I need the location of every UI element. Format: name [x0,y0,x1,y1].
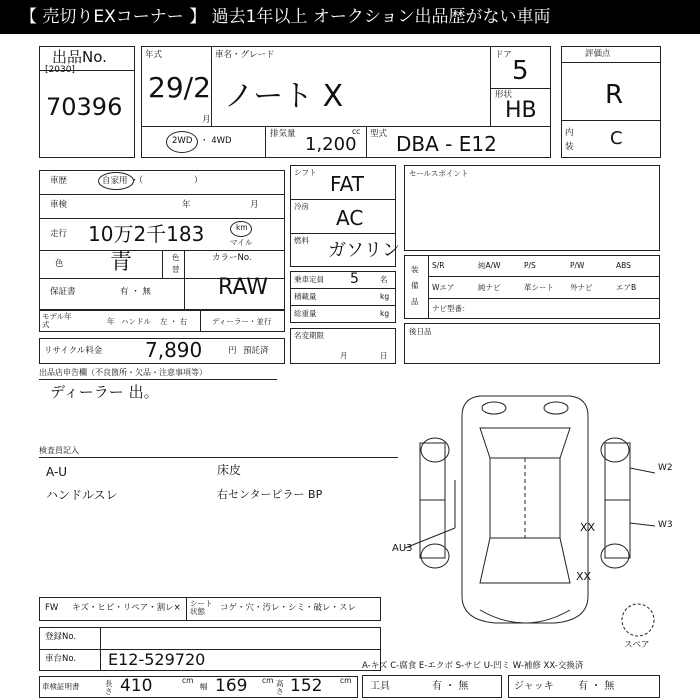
recycle-deposit: 預託済 [243,346,269,356]
report-label: 出品店申告欄（不良箇所・欠品・注意事項等） [39,368,207,377]
equipment-item-r2-1: 純ナビ [478,283,501,292]
color-value: 青 [110,250,133,275]
dealer-label: ディーラー・並行 [212,317,272,326]
interior-value: C [610,128,623,149]
recycle-value: 7,890 [145,338,203,362]
drive-circle [166,131,198,153]
door-value: 5 [512,56,529,86]
mile-unit: マイル [230,238,253,247]
history-label: 車歴 [50,176,68,186]
equipment-item-r2-2: 革シート [524,283,554,292]
equipment-item-r1-3: P/W [570,261,585,270]
shape-label: 形状 [495,90,513,100]
warranty-label: 保証書 [50,287,76,297]
lot-badge: [2030] [45,65,75,75]
year-label: 年式 [145,50,163,60]
km-unit: km [236,223,248,232]
sheet-label: シート状態 [190,599,213,616]
len-label: 長さ [105,679,113,696]
capacity-value: 5 [350,271,359,287]
warranty-value: 有 ・ 無 [120,287,151,297]
disp-value: 1,200 [305,134,357,155]
mileage-label: 走行 [50,229,68,239]
color-change: 色替 [172,253,180,274]
fw-label: FW [45,603,59,613]
width-cm: cm [262,676,274,685]
disp-label: 排気量 [270,129,296,139]
jack-label: ジャッキ [514,681,554,692]
handle-value: 左 ・ 右 [160,317,188,326]
lot-label: 出品No. [52,48,107,66]
diagram-mark-1: W2 [658,463,673,473]
color-label: 色 [55,259,64,269]
equipment-item-r2-0: Wエア [432,283,455,292]
fuel-label: 燃料 [294,236,309,245]
load-unit: kg [380,292,390,301]
damage-legend: A-キズ C-腐食 E-エクボ S-サビ U-凹ミ W-補修 XX-交換済 [362,661,584,671]
reg-label: 登録No. [45,632,77,642]
equipment-item-r1-1: 純A/W [478,261,501,270]
equipment-label: 装備品 [411,265,419,306]
model-year-label: モデル年式 [42,312,72,329]
width-label: 幅 [200,682,208,691]
inspection-year: 年 [182,200,191,210]
km-circle [230,221,252,237]
fw-items: キズ・ヒビ・リペア・割レ× [72,603,181,613]
recycle-label: リサイクル料金 [44,346,103,356]
report-value: ディーラー 出。 [50,383,159,401]
height-cm: cm [340,676,352,685]
width-value: 169 [215,676,248,696]
jack-value: 有 ・ 無 [578,681,615,692]
height-label: 高さ [276,679,284,696]
renamed-label: 名変期限 [294,331,324,340]
sales-label: セールスポイント [409,169,469,178]
fuel-value: ガソリン [328,240,400,261]
lot-number: 70396 [46,93,123,121]
inspector-left1: A-U [46,465,68,479]
header-banner: 【 売切りEXコーナー 】 過去1年以上 オークション出品歴がない車両 [0,0,700,34]
diagram-mark-4: AU3 [392,543,413,554]
navi-label: ナビ型番： [432,304,470,313]
load-label: 積載量 [294,292,317,301]
equipment-item-r1-2: P/S [524,261,536,270]
door-label: ドア [495,50,512,60]
inspector-right2: 右センターピラー BP [217,488,323,501]
tools-value: 有 ・ 無 [432,681,469,692]
model-label: 型式 [370,129,388,139]
chassis-label: 車台No. [45,654,77,664]
score-value: R [605,80,624,110]
colorno-value: RAW [218,275,268,300]
equipment-item-r2-3: 外ナビ [570,283,593,292]
spare-label: スペア [624,640,650,650]
diagram-mark-3: W3 [658,520,673,530]
later-label: 後日品 [409,327,432,336]
sheet-items: コゲ・穴・汚レ・シミ・破レ・スレ [220,603,357,613]
month-unit: 月 [202,115,211,125]
shape-value: HB [505,98,537,123]
drive-4wd: ・ 4WD [200,136,232,146]
renamed-month: 月 [340,351,348,360]
weight-unit: kg [380,309,390,318]
equipment-item-r1-0: S/R [432,261,445,270]
cc-unit: cc [352,127,361,136]
drive-2wd: 2WD [172,136,193,146]
colorno-label: カラーNo. [212,253,252,263]
diagram-mark-5: XX [576,570,592,583]
history-value: 自家用 ・（ ） [102,176,203,186]
shift-label: シフト [294,168,317,177]
equipment-item-r1-4: ABS [616,261,631,270]
later-box [404,323,660,364]
diagram-mark-2: XX [580,521,596,534]
chassis-value: E12-529720 [108,650,206,669]
capacity-label: 乗車定員 [294,275,324,284]
history-circle [98,172,134,190]
renamed-day: 日 [380,351,388,360]
ac-label: 冷房 [294,202,309,211]
mileage-value: 10万2千183 [88,222,205,246]
weight-label: 総重量 [294,309,317,318]
inspector-label: 検査員記入 [39,446,79,455]
equipment-item-r2-4: エアB [616,283,637,292]
cert-label: 車検証明書 [42,682,80,691]
model-year-nen: 年 [107,317,115,326]
inspection-month: 月 [250,200,259,210]
handle-label: ハンドル [121,317,151,326]
name-value: ノート X [224,79,344,114]
ac-value: AC [336,206,364,230]
len-value: 410 [120,676,153,696]
car-diagram [400,388,690,640]
inspection-label: 車検 [50,200,68,210]
height-value: 152 [290,676,323,696]
score-label: 評価点 [585,49,611,59]
inspector-right1: 床皮 [217,463,242,477]
recycle-unit: 円 [228,346,237,356]
len-cm: cm [182,676,194,685]
name-label: 車名・グレード [215,50,275,60]
capacity-unit: 名 [380,275,388,284]
inspector-left2: ハンドルスレ [46,488,118,502]
tools-label: 工具 [370,681,390,692]
year-value: 29/2 [148,71,211,104]
model-value: DBA - E12 [396,132,497,156]
interior-label: 内装 [565,128,574,152]
shift-value: FAT [330,172,365,196]
